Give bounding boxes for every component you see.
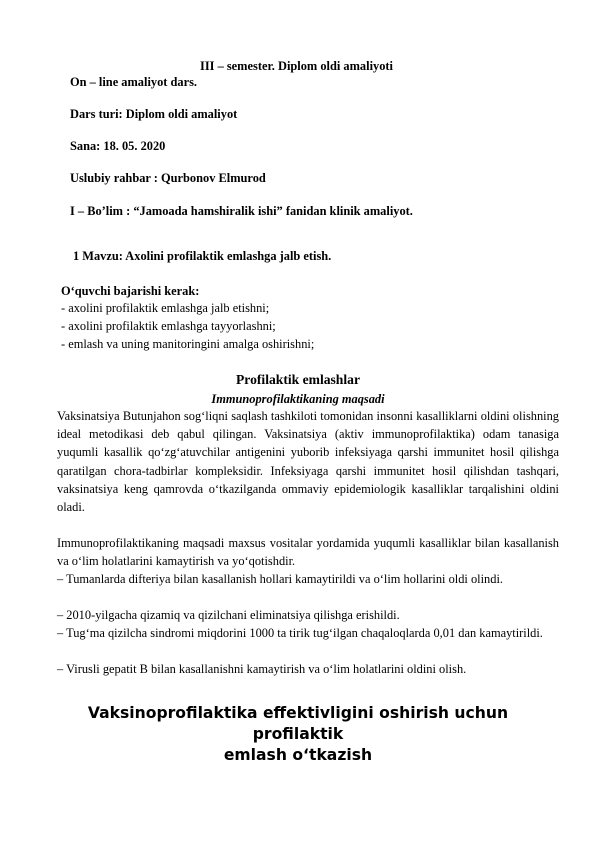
section-line: I – Bo’lim : “Jamoada hamshiralik ishi” fanidan klinik amaliyot. (70, 204, 413, 218)
section2-title-line: emlash o‘tkazish (223, 746, 373, 764)
tasks-heading: O‘quvchi bajarishi kerak: (61, 284, 200, 298)
lesson-type-line: Dars turi: Diplom oldi amaliyot (70, 107, 238, 121)
task-item: - emlash va uning manitoringini amalga oshirishni; (61, 337, 315, 351)
paragraph-rubella: – Tug‘ma qizilcha sindromi miqdorini 1000 ta tirik tug‘ilgan chaqaloqlarda 0,01 dan kamaytirildi. (57, 626, 543, 640)
task-item: - axolini profilaktik emlashga jalb etishni; (61, 301, 270, 315)
section2-title-line: Vaksinoprofilaktika effektivligini oshirish uchun (87, 704, 509, 722)
section-title: Profilaktik emlashlar (236, 372, 360, 387)
paragraph-vaccination: Vaksinatsiya Butunjahon sog‘liqni saqlash tashkiloti tomonidan insonni kasalliklarni oldini olishning ideal metodikasi deb qabul qilingan. Vaksinatsiya (aktiv immunoprofilaktika) odam tanasiga yuqumli kasallik qo‘zg‘atuvchilar antigenini yuborib infeksiyaga qarshi immunitet hosil qilishga qaratilgan chora-tadbirlar kompleksidir. Infeksiyaga qarshi immunitet hosil qilishdan tashqari, vaksinatsiya keng qamrovda o‘tkazilganda ommaviy epidemiologik kasalliklar tarqalishini oldini oladi. (57, 409, 559, 515)
semester-title: III – semester. Diplom oldi amaliyoti (200, 59, 393, 73)
supervisor-line: Uslubiy rahbar : Qurbonov Elmurod (70, 171, 266, 185)
section2-title-line: profilaktik (252, 725, 344, 743)
paragraph-measles: – 2010-yilgacha qizamiq va qizilchani eliminatsiya qilishga erishildi. (57, 608, 400, 622)
lesson-line: On – line amaliyot dars. (70, 75, 198, 89)
paragraph-goal: Immunoprofilaktikaning maqsadi maxsus vositalar yordamida yuqumli kasalliklar bilan kasallanish va o‘lim holatlarini kamaytirish va yo‘qotishdir. (57, 536, 559, 569)
topic-line: 1 Mavzu: Axolini profilaktik emlashga jalb etish. (73, 249, 332, 263)
date-line: Sana: 18. 05. 2020 (70, 139, 166, 153)
section-subtitle: Immunoprofilaktikaning maqsadi (211, 392, 385, 406)
task-item: - axolini profilaktik emlashga tayyorlashni; (61, 319, 276, 333)
paragraph-diphtheria: – Tumanlarda difteriya bilan kasallanish hollari kamaytirildi va o‘lim hollarini oldi olindi. (57, 572, 503, 586)
paragraph-hepatitis: – Virusli gepatit B bilan kasallanishni kamaytirish va o‘lim holatlarini oldini olish. (57, 662, 467, 676)
